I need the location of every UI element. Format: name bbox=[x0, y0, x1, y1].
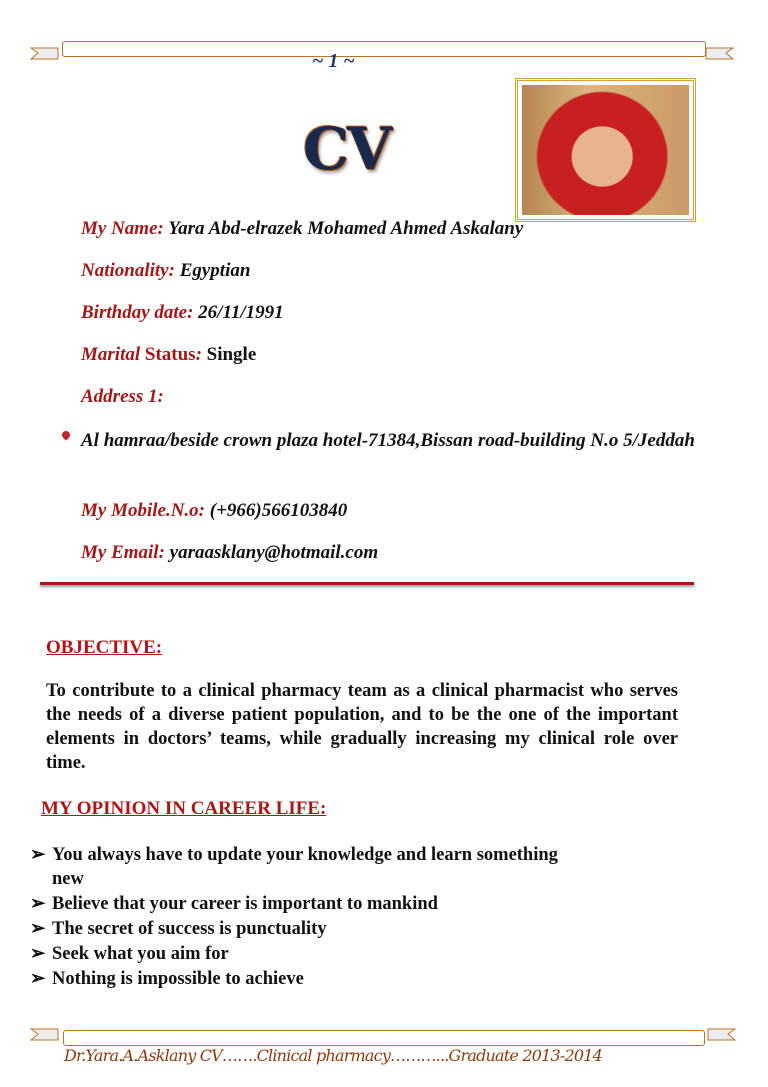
arrow-bullet-icon: ➢ bbox=[30, 845, 46, 865]
scroll-ribbon-left-icon bbox=[30, 46, 64, 60]
header-scroll-banner bbox=[62, 41, 706, 57]
marital-value: Single bbox=[206, 344, 257, 365]
mobile-row bbox=[81, 500, 347, 522]
birthday-label: Birthday date: bbox=[81, 302, 194, 323]
name-row bbox=[81, 218, 523, 240]
marital-label: Marital bbox=[81, 344, 141, 365]
email-value: yaraasklany@hotmail.com bbox=[169, 542, 379, 563]
page-title: CV bbox=[303, 115, 391, 183]
list-item: ➢ Nothing is impossible to achieve bbox=[30, 969, 304, 989]
list-item: ➢ Believe that your career is important to mankind bbox=[30, 894, 438, 914]
address-label: Address 1: bbox=[81, 386, 164, 407]
birthday-value: 26/11/1991 bbox=[198, 302, 284, 323]
list-item: ➢ The secret of success is punctuality bbox=[30, 919, 327, 939]
marital-row bbox=[81, 344, 256, 366]
section-divider bbox=[40, 582, 694, 585]
name-label: My Name: bbox=[81, 218, 164, 239]
name-value: Yara Abd-elrazek Mohamed Ahmed Askalany bbox=[168, 218, 524, 239]
marital-label-status: Status bbox=[144, 344, 196, 365]
email-label: My Email: bbox=[81, 542, 165, 563]
nationality-label: Nationality: bbox=[81, 260, 175, 281]
nationality-row bbox=[81, 260, 250, 282]
birthday-row bbox=[81, 302, 284, 324]
page-number: ~ 1 ~ bbox=[312, 50, 355, 72]
scroll-ribbon-right-icon bbox=[700, 46, 734, 60]
profile-photo bbox=[515, 78, 696, 222]
objective-text: To contribute to a clinical pharmacy team as a clinical pharmacist who serves the needs of a diverse patient population, and to be the one of the important elements in doctors’ teams, while gradually increasing my clinical role over time. bbox=[46, 681, 678, 773]
arrow-bullet-icon: ➢ bbox=[30, 969, 46, 989]
address-row bbox=[81, 386, 164, 408]
objective-heading: OBJECTIVE: bbox=[46, 637, 163, 658]
scroll-ribbon-left-icon bbox=[30, 1027, 64, 1041]
footer-scroll-banner bbox=[63, 1030, 705, 1046]
mobile-label: My Mobile.N.o: bbox=[81, 500, 206, 521]
opinion-heading: MY OPINION IN CAREER LIFE: bbox=[41, 798, 327, 819]
mobile-value: (+966)566103840 bbox=[209, 500, 348, 521]
address-value: Al hamraa/beside crown plaza hotel-71384,Bissan road-building N.o 5/Jeddah bbox=[81, 430, 695, 451]
list-item: ➢ Seek what you aim for bbox=[30, 944, 229, 964]
marital-label-colon: : bbox=[195, 344, 202, 365]
list-item-continued: new bbox=[52, 869, 84, 889]
arrow-bullet-icon: ➢ bbox=[30, 944, 46, 964]
scroll-ribbon-right-icon bbox=[702, 1027, 736, 1041]
arrow-bullet-icon: ➢ bbox=[30, 894, 46, 914]
email-row bbox=[81, 542, 378, 564]
nationality-value: Egyptian bbox=[179, 260, 251, 281]
footer-text: Dr.Yara.A.Asklany CV…….Clinical pharmacy………...Graduate 2013-2014 bbox=[64, 1046, 602, 1065]
list-item: ➢ You always have to update your knowledge and learn something bbox=[30, 845, 558, 865]
location-pin-icon bbox=[60, 429, 71, 440]
arrow-bullet-icon: ➢ bbox=[30, 919, 46, 939]
